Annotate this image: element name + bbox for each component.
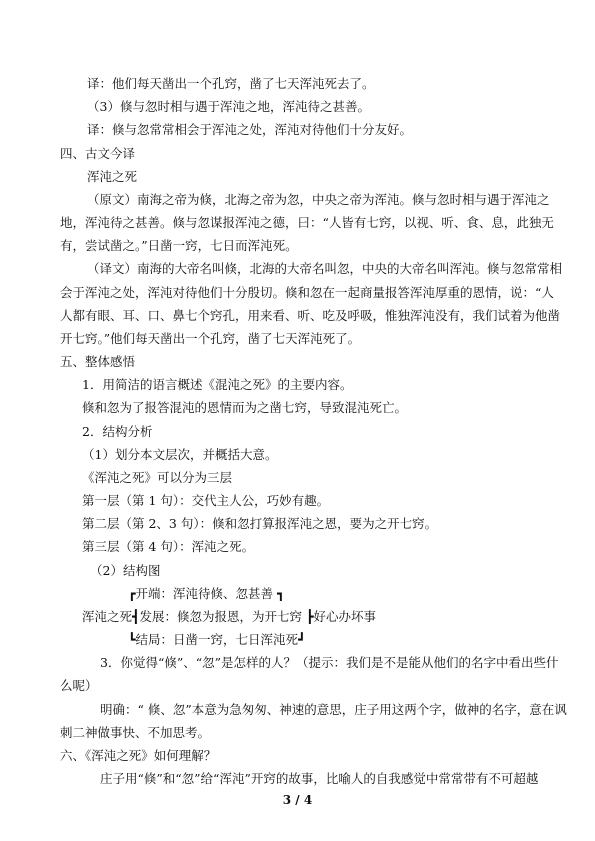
text-line: （1）划分本文层次，并概括大意。 [82, 446, 278, 462]
text-line: 开七窍。”他们每天凿出一个孔窍，凿了七天浑沌死了。 [60, 330, 361, 346]
page-number: 3 / 4 [282, 793, 313, 807]
structure-diagram-bottom: ┗结局：日凿一窍，七日浑沌死┛ [128, 632, 306, 647]
text-line: （译文）南海的大帝名叫倏，北海的大帝名叫忽，中央的大帝名叫浑沌。倏与忽常常相 [87, 261, 563, 277]
structure-diagram-top: ┏开端：浑沌待倏、忽甚善 ┓ [128, 585, 285, 601]
text-line: 第一层（第 1 句）：交代主人公，巧妙有趣。 [82, 493, 330, 508]
text-line: 2．结构分析 [82, 423, 153, 439]
section-heading: 五、整体感悟 [60, 354, 136, 369]
text-line: 《浑沌之死》可以分为三层 [82, 469, 233, 485]
text-line: 倏和忽为了报答混沌的恩情而为之凿七窍，导致混沌死亡。 [82, 400, 408, 416]
text-line: 第三层（第 4 句）：浑沌之死。 [82, 539, 255, 555]
text-line: （3）倏与忽时相与遇于浑沌之地，浑沌待之甚善。 [87, 99, 370, 115]
text-line: （原文）南海之帝为倏，北海之帝为忽，中央之帝为浑沌。倏与忽时相与遇于浑沌之 [87, 191, 550, 207]
section-heading: 四、古文今译 [60, 145, 136, 161]
text-line: 译：他们每天凿出一个孔窍，凿了七天浑沌死去了。 [87, 76, 375, 91]
text-line: 第二层（第 2、3 句）：倏和忽打算报浑沌之恩，要为之开七窍。 [82, 516, 438, 532]
text-line: 庄子用“倏”和“忽”给“浑沌”开窍的故事，比喻人的自我感觉中常常带有不可超越 [100, 771, 539, 786]
text-line: 刺二神做事快、不加思考。 [60, 724, 211, 740]
text-line: （2）结构图 [90, 562, 161, 578]
text-line: 么呢） [60, 678, 98, 694]
text-line: 地，浑沌待之甚善。倏与忽谋报浑沌之德，曰：“人皆有七窍，以视、听、食、息，此独无 [60, 215, 554, 230]
text-line: 有，尝试凿之。”日凿一窍，七日而浑沌死。 [60, 238, 298, 254]
text-line: 3．你觉得“倏”、“忽”是怎样的人？（提示：我们是不是能从他们的名字中看出些什 [100, 655, 559, 671]
text-line: 人都有眼、耳、口、鼻七个窍孔，用来看、听、吃及呼吸，惟独浑沌没有，我们试着为他凿 [60, 307, 561, 323]
text-line: 1．用简洁的语言概述《混沌之死》的主要内容。 [82, 377, 353, 393]
structure-diagram-middle: 浑沌之死┫发展：倏忽为报恩，为开七窍 ┣好心办坏事 [82, 608, 377, 624]
section-heading: 六、《浑沌之死》如何理解？ [60, 747, 217, 763]
subtitle: 浑沌之死 [87, 168, 138, 184]
text-line: 会于浑沌之处，浑沌对待他们十分殷切。倏和忽在一起商量报答浑沌厚重的恩情，说：“人 [60, 284, 554, 300]
text-line: 译：倏与忽常常相会于浑沌之处，浑沌对待他们十分友好。 [87, 122, 413, 138]
text-line: 明确：“ 倏、忽”本意为急匆匆、神速的意思，庄子用这两个字，做神的名字，意在讽 [100, 701, 567, 717]
